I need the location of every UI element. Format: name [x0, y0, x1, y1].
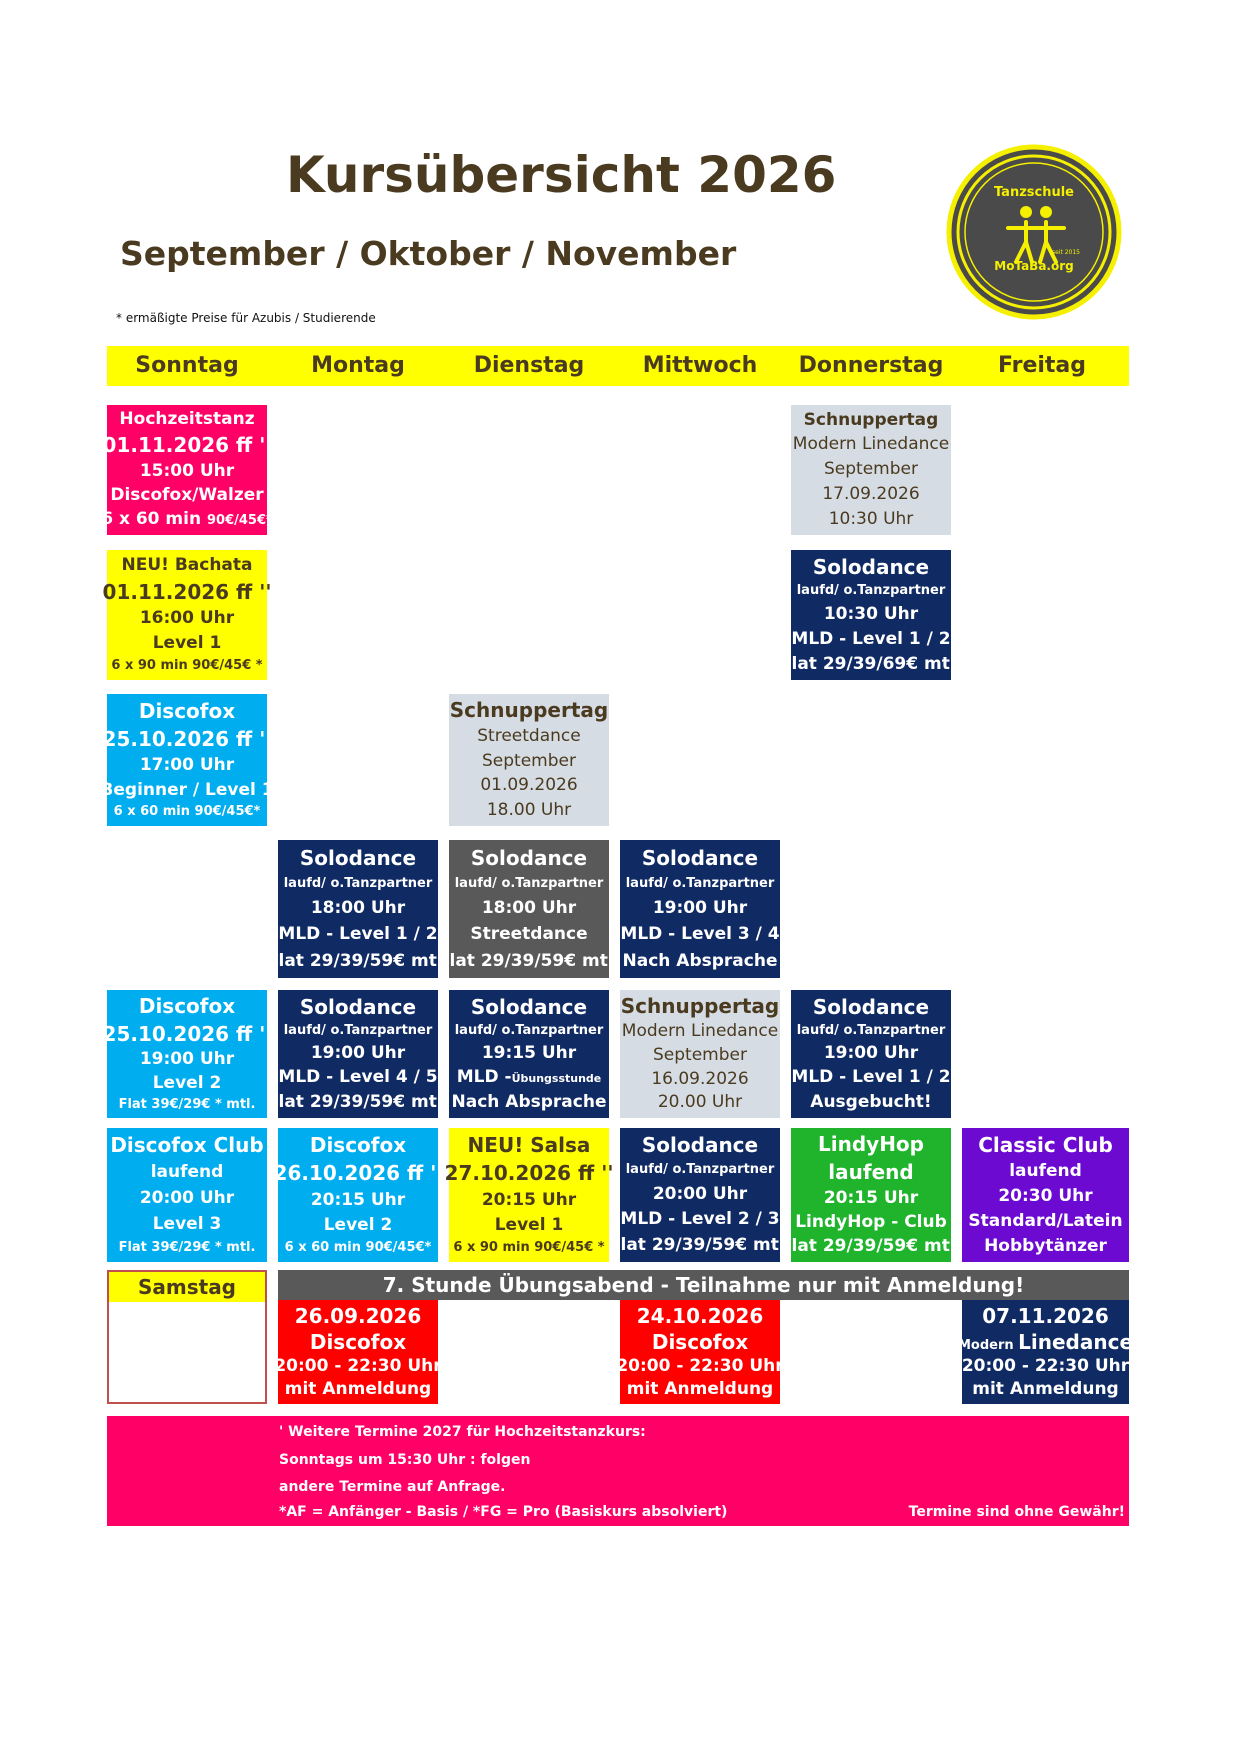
- course-price: Flat 29/39/59€ mtl.: [266, 950, 450, 971]
- course-schnuppertag-streetdance[interactable]: [449, 694, 609, 826]
- course-price: Flat 29/39/59€ mtl.: [437, 950, 621, 971]
- event-date: 24.10.2026: [636, 1303, 764, 1328]
- course-level: Level 1: [152, 633, 222, 654]
- day-saturday: Samstag: [109, 1272, 265, 1302]
- practice-evening-sep[interactable]: [274, 1300, 442, 1404]
- practice-evening-oct[interactable]: [616, 1300, 784, 1404]
- course-price: Flat 29/39/69€ mtl.: [779, 653, 963, 674]
- course-date: 01.11.2026 ff '': [102, 579, 272, 604]
- course-level-prefix: MLD -: [456, 1067, 512, 1088]
- course-style: Streetdance: [477, 726, 581, 747]
- course-title: Discofox: [138, 994, 236, 1019]
- course-time: 10:30 Uhr: [828, 508, 914, 529]
- course-level: MLD - Level 4 / 5: [278, 1067, 438, 1088]
- course-classic-club[interactable]: [962, 1128, 1129, 1262]
- course-time: 19:00 Uhr: [139, 1048, 235, 1069]
- course-time: 15:00 Uhr: [139, 460, 235, 481]
- logo-bottom-text: MoTaBa.org: [994, 259, 1074, 273]
- course-subtitle: laufd/ o.Tanzpartner: [283, 875, 433, 891]
- course-title: Discofox: [309, 1132, 407, 1157]
- course-solodance-wed-20[interactable]: [608, 1128, 792, 1262]
- practice-evening-nov[interactable]: [957, 1300, 1134, 1404]
- course-solodance-tue-1915[interactable]: [449, 990, 609, 1118]
- course-title: Schnuppertag: [449, 698, 609, 723]
- course-level: Beginner / Level 1: [100, 779, 274, 800]
- course-time: 20:15 Uhr: [823, 1187, 919, 1208]
- course-title: Discofox Club: [110, 1133, 264, 1158]
- course-salsa[interactable]: [444, 1128, 614, 1262]
- course-date: laufend: [1009, 1161, 1082, 1182]
- footer-line: *AF = Anfänger - Basis / *FG = Pro (Basiskurs absolviert): [279, 1504, 728, 1520]
- course-subtitle: laufd/ o.Tanzpartner: [796, 1022, 946, 1038]
- course-time: 19:00 Uhr: [823, 1042, 919, 1063]
- course-date: 27.10.2026 ff '': [444, 1161, 614, 1186]
- course-date: 16.09.2026: [651, 1068, 749, 1089]
- day-tuesday: Dienstag: [473, 353, 585, 378]
- course-date: laufend: [150, 1162, 224, 1183]
- course-discofox-mon[interactable]: [273, 1128, 443, 1262]
- course-title: Hochzeitstanz: [119, 409, 255, 430]
- course-title: Solodance: [299, 845, 417, 870]
- course-lindyhop[interactable]: [779, 1128, 963, 1262]
- course-title: NEU! Bachata: [121, 554, 253, 575]
- course-title: Discofox: [138, 698, 236, 723]
- course-duration: 6 x 60 min: [101, 509, 207, 530]
- course-month: September: [482, 750, 576, 771]
- course-level: Level 1: [494, 1215, 564, 1236]
- course-solodance-wed-19[interactable]: [620, 840, 780, 978]
- footer-line: ' Weitere Termine 2027 für Hochzeitstanzkurs:: [279, 1424, 646, 1440]
- event-time: 20:00 - 22:30 Uhr: [961, 1356, 1130, 1377]
- event-note: mit Anmeldung: [972, 1378, 1119, 1399]
- course-title: Solodance: [641, 1133, 759, 1158]
- course-date: 25.10.2026 ff '': [102, 1021, 272, 1046]
- course-title: Solodance: [470, 994, 588, 1019]
- event-title: [958, 1331, 1133, 1355]
- event-note: mit Anmeldung: [284, 1378, 432, 1399]
- course-time: 18:00 Uhr: [481, 897, 577, 918]
- event-title: Discofox: [309, 1329, 407, 1354]
- footer-line: andere Termine auf Anfrage.: [279, 1479, 506, 1495]
- course-level: Level 3: [152, 1214, 222, 1235]
- course-time: 10:30 Uhr: [823, 603, 919, 624]
- course-title: Solodance: [299, 994, 417, 1019]
- tanzschule-logo: [946, 144, 1122, 320]
- day-wednesday: Mittwoch: [642, 353, 758, 378]
- event-time: 20:00 - 22:30 Uhr: [274, 1356, 442, 1377]
- day-monday: Montag: [311, 353, 405, 378]
- event-date: 26.09.2026: [294, 1303, 422, 1328]
- course-subtitle: laufd/ o.Tanzpartner: [454, 1022, 604, 1038]
- course-price: Flat 39€/29€ * mtl.: [118, 1239, 256, 1255]
- course-title: Solodance: [812, 994, 930, 1019]
- day-sunday: Sonntag: [135, 353, 239, 378]
- course-style: Modern Linedance: [792, 434, 950, 455]
- course-price: 6 x 90 min 90€/45€ *: [453, 1240, 605, 1256]
- course-status: Ausgebucht!: [810, 1091, 932, 1112]
- event-title: Discofox: [651, 1329, 749, 1354]
- course-level: MLD - Level 1 / 2: [791, 628, 951, 649]
- course-title: Schnuppertag: [803, 409, 939, 430]
- disclaimer: Termine sind ohne Gewähr!: [908, 1504, 1125, 1520]
- logo-top-text: Tanzschule: [993, 185, 1075, 200]
- course-title: Schnuppertag: [620, 994, 780, 1019]
- course-time: 19:00 Uhr: [310, 1042, 406, 1063]
- course-time: 20:00 Uhr: [652, 1183, 748, 1204]
- course-subtitle: laufd/ o.Tanzpartner: [625, 1162, 775, 1178]
- course-level: [457, 1068, 602, 1088]
- course-time: 20:15 Uhr: [481, 1189, 577, 1210]
- event-date: 07.11.2026: [982, 1303, 1109, 1328]
- course-discofox-beginner[interactable]: [100, 694, 274, 826]
- course-price-amount: 90€/45€*: [206, 513, 273, 529]
- course-time: 20:00 Uhr: [139, 1188, 235, 1209]
- course-solodance-mon-18[interactable]: [266, 840, 450, 978]
- course-month: September: [824, 459, 918, 480]
- course-price: Nach Absprache: [622, 950, 778, 971]
- course-title: NEU! Salsa: [467, 1132, 591, 1157]
- course-time: 20:15 Uhr: [310, 1189, 406, 1210]
- course-price: 6 x 60 min 90€/45€*: [113, 804, 261, 820]
- footer-notes: [107, 1416, 1129, 1526]
- course-price: Flat 29/39/59€ mtl.: [266, 1091, 450, 1112]
- day-thursday: Donnerstag: [798, 353, 944, 378]
- footer-line: Sonntags um 15:30 Uhr : folgen: [279, 1452, 531, 1468]
- course-time: 19:15 Uhr: [481, 1042, 577, 1063]
- course-title: Classic Club: [978, 1132, 1113, 1157]
- course-level: MLD - Level 1 / 2: [791, 1067, 951, 1088]
- course-date: 25.10.2026 ff '': [102, 726, 272, 751]
- course-date: 01.11.2026 ff '': [102, 433, 272, 458]
- course-title: Solodance: [470, 845, 588, 870]
- saturday-box: [107, 1270, 267, 1404]
- course-date: 26.10.2026 ff '': [273, 1161, 443, 1186]
- course-title: Solodance: [641, 845, 759, 870]
- logo-since-text: seit 2015: [1051, 249, 1081, 256]
- course-time: 16:00 Uhr: [139, 608, 235, 629]
- course-subtitle: laufd/ o.Tanzpartner: [283, 1022, 433, 1038]
- course-subtitle: laufd/ o.Tanzpartner: [454, 875, 604, 891]
- course-level: Discofox/Walzer: [110, 485, 264, 506]
- course-time: 19:00 Uhr: [652, 897, 748, 918]
- course-solodance-thu-morning[interactable]: [779, 550, 963, 680]
- course-schnuppertag-linedance-wed[interactable]: [620, 990, 780, 1118]
- course-date: 17.09.2026: [822, 484, 920, 505]
- course-price: 6 x 60 min 90€/45€*: [284, 1240, 432, 1256]
- course-level: MLD - Level 2 / 3: [620, 1209, 780, 1230]
- course-level: MLD - Level 1 / 2: [278, 924, 438, 945]
- course-level: Streetdance: [470, 924, 588, 945]
- course-solodance-thu-19[interactable]: [791, 990, 951, 1118]
- course-price: [101, 510, 273, 530]
- course-level: Standard/Latein: [968, 1210, 1123, 1231]
- course-price: Flat 39€/29€ * mtl.: [118, 1096, 256, 1112]
- course-price: Flat 29/39/59€ mtl.: [608, 1235, 792, 1256]
- course-time: 18.00 Uhr: [486, 799, 572, 820]
- course-schnuppertag-linedance-thu[interactable]: [791, 405, 951, 535]
- course-time: 20.00 Uhr: [657, 1092, 743, 1113]
- event-title-main: Linedance: [1018, 1329, 1134, 1354]
- course-level: MLD - Level 3 / 4: [620, 924, 780, 945]
- course-audience: Hobbytänzer: [984, 1235, 1107, 1256]
- course-solodance-mon-19[interactable]: [266, 990, 450, 1118]
- page-title: Kursübersicht 2026: [286, 146, 837, 204]
- course-title: LindyHop: [818, 1132, 924, 1157]
- course-price: Nach Absprache: [451, 1091, 607, 1112]
- course-price: Flat 29/39/59€ mtl.: [779, 1236, 963, 1257]
- course-time: 18:00 Uhr: [310, 897, 406, 918]
- course-discofox-level2[interactable]: [102, 990, 272, 1118]
- course-price: 6 x 90 min 90€/45€ *: [111, 658, 263, 674]
- price-note: * ermäßigte Preise für Azubis / Studierende: [116, 311, 376, 325]
- event-title-prefix: Modern: [957, 1337, 1019, 1353]
- course-solodance-streetdance[interactable]: [437, 840, 621, 978]
- page-subtitle: September / Oktober / November: [120, 234, 737, 273]
- course-level-suffix: Übungsstunde: [511, 1072, 602, 1086]
- course-time: 20:30 Uhr: [998, 1185, 1093, 1206]
- day-friday: Freitag: [997, 353, 1087, 378]
- course-date: laufend: [828, 1160, 914, 1184]
- course-time: 17:00 Uhr: [139, 754, 235, 775]
- course-hochzeitstanz[interactable]: [101, 405, 273, 535]
- course-level: Level 2: [152, 1072, 222, 1093]
- course-subtitle: laufd/ o.Tanzpartner: [796, 583, 946, 599]
- course-subtitle: laufd/ o.Tanzpartner: [625, 875, 775, 891]
- course-level: LindyHop - Club: [795, 1211, 947, 1232]
- course-month: September: [653, 1044, 747, 1065]
- course-bachata[interactable]: [102, 550, 272, 680]
- course-discofox-club[interactable]: [107, 1128, 267, 1262]
- event-note: mit Anmeldung: [626, 1378, 774, 1399]
- course-level: Level 2: [323, 1215, 393, 1236]
- practice-evening-banner: 7. Stunde Übungsabend - Teilnahme nur mit Anmeldung!: [278, 1270, 1129, 1300]
- course-style: Modern Linedance: [621, 1021, 779, 1042]
- course-date: 01.09.2026: [480, 775, 578, 796]
- event-time: 20:00 - 22:30 Uhr: [616, 1356, 784, 1377]
- course-title: Solodance: [812, 554, 930, 579]
